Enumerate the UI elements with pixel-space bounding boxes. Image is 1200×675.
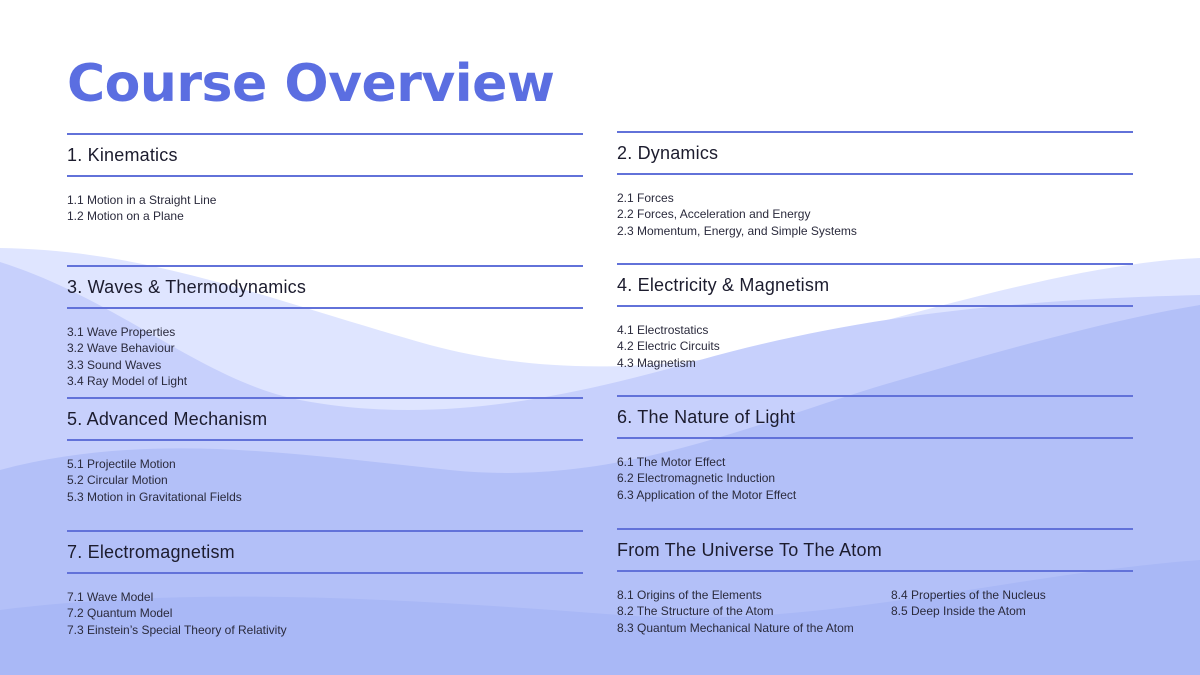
section-heading: 5. Advanced Mechanism (67, 408, 268, 429)
topic-item: 8.2 The Structure of the Atom (617, 604, 774, 619)
topic-item: 6.2 Electromagnetic Induction (617, 471, 776, 486)
topic-item: 8.1 Origins of the Elements (617, 588, 762, 602)
section-heading: From The Universe To The Atom (617, 539, 882, 560)
topic-item: 3.4 Ray Model of Light (67, 374, 188, 389)
topic-list (617, 439, 1133, 503)
section-waves-thermodynamics (67, 265, 583, 390)
topic-item: 1.1 Motion in a Straight Line (67, 193, 217, 207)
topic-list (67, 574, 583, 638)
topic-item: 2.1 Forces (617, 191, 674, 205)
section-heading: 2. Dynamics (617, 142, 719, 163)
topic-item: 2.2 Forces, Acceleration and Energy (617, 207, 811, 222)
topic-list (891, 572, 1131, 636)
section-heading: 1. Kinematics (67, 144, 178, 165)
topic-item: 5.1 Projectile Motion (67, 457, 176, 471)
topic-list (617, 307, 1133, 371)
topic-item: 7.3 Einstein’s Special Theory of Relativity (67, 622, 287, 637)
topic-list (67, 441, 583, 505)
topic-item: 5.2 Circular Motion (67, 473, 168, 488)
topic-list (617, 572, 891, 636)
topic-item: 4.1 Electrostatics (617, 323, 709, 337)
topic-item: 7.1 Wave Model (67, 590, 154, 604)
section-universe-to-atom (617, 528, 1133, 636)
topic-item: 6.1 The Motor Effect (617, 455, 726, 469)
section-heading: 7. Electromagnetism (67, 541, 235, 562)
topic-item: 4.2 Electric Circuits (617, 339, 720, 354)
topic-list (67, 309, 583, 390)
topic-item: 7.2 Quantum Model (67, 606, 173, 621)
topic-item: 2.3 Momentum, Energy, and Simple Systems (617, 223, 857, 238)
topic-item: 3.1 Wave Properties (67, 325, 176, 339)
topic-columns (617, 572, 1133, 636)
topic-item: 8.5 Deep Inside the Atom (891, 604, 1026, 619)
topic-item: 5.3 Motion in Gravitational Fields (67, 489, 242, 504)
topic-item: 3.3 Sound Waves (67, 357, 162, 372)
section-heading: 4. Electricity & Magnetism (617, 274, 830, 295)
topic-item: 1.2 Motion on a Plane (67, 209, 184, 224)
section-dynamics (617, 131, 1133, 239)
section-kinematics (67, 133, 583, 225)
topic-item: 8.3 Quantum Mechanical Nature of the Atom (617, 620, 854, 635)
topic-item: 3.2 Wave Behaviour (67, 341, 175, 356)
page-title: Course Overview (67, 54, 555, 114)
section-electromagnetism (67, 530, 583, 638)
section-advanced-mechanism (67, 397, 583, 505)
topic-item: 8.4 Properties of the Nucleus (891, 588, 1046, 602)
section-electricity-magnetism (617, 263, 1133, 371)
topic-item: 6.3 Application of the Motor Effect (617, 487, 797, 502)
section-heading: 3. Waves & Thermodynamics (67, 276, 307, 297)
section-heading: 6. The Nature of Light (617, 406, 796, 427)
topic-list (617, 175, 1133, 239)
topic-list (67, 177, 583, 225)
topic-item: 4.3 Magnetism (617, 355, 696, 370)
section-nature-of-light (617, 395, 1133, 503)
